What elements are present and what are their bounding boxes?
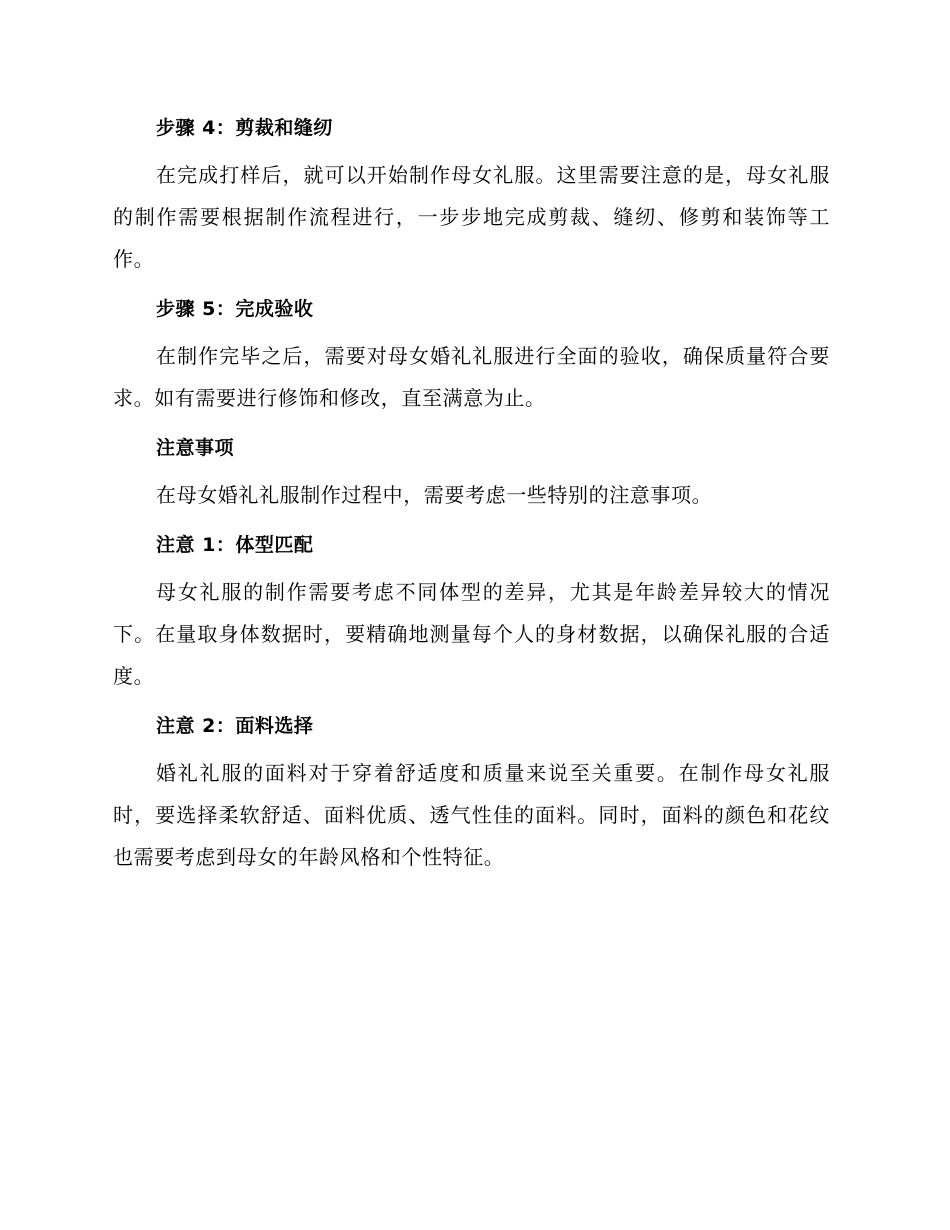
section-heading-notes: 注意事项 [156,437,235,459]
section-paragraph-note-1: 母女礼服的制作需要考虑不同体型的差异，尤其是年龄差异较大的情况下。在量取身体数据时，要精确地测量每个人的身材数据，以确保礼服的合适度。 [113,580,830,688]
section-paragraph-notes: 在母女婚礼礼服制作过程中，需要考虑一些特别的注意事项。 [156,483,713,507]
section-paragraph-step-4: 在完成打样后，就可以开始制作母女礼服。这里需要注意的是，母女礼服的制作需要根据制作流程进行，一步步地完成剪裁、缝纫、修剪和装饰等工作。 [113,163,830,271]
section-paragraph-note-2: 婚礼礼服的面料对于穿着舒适度和质量来说至关重要。在制作母女礼服时，要选择柔软舒适、面料优质、透气性佳的面料。同时，面料的颜色和花纹也需要考虑到母女的年龄风格和个性特征。 [113,761,830,869]
section-heading-step-5: 步骤 5：完成验收 [156,298,314,320]
section-heading-note-1: 注意 1：体型匹配 [156,534,314,556]
section-heading-note-2: 注意 2：面料选择 [156,715,314,737]
section-paragraph-step-5: 在制作完毕之后，需要对母女婚礼礼服进行全面的验收，确保质量符合要求。如有需要进行修饰和修改，直至满意为止。 [113,344,830,410]
section-heading-step-4: 步骤 4：剪裁和缝纫 [156,117,333,139]
